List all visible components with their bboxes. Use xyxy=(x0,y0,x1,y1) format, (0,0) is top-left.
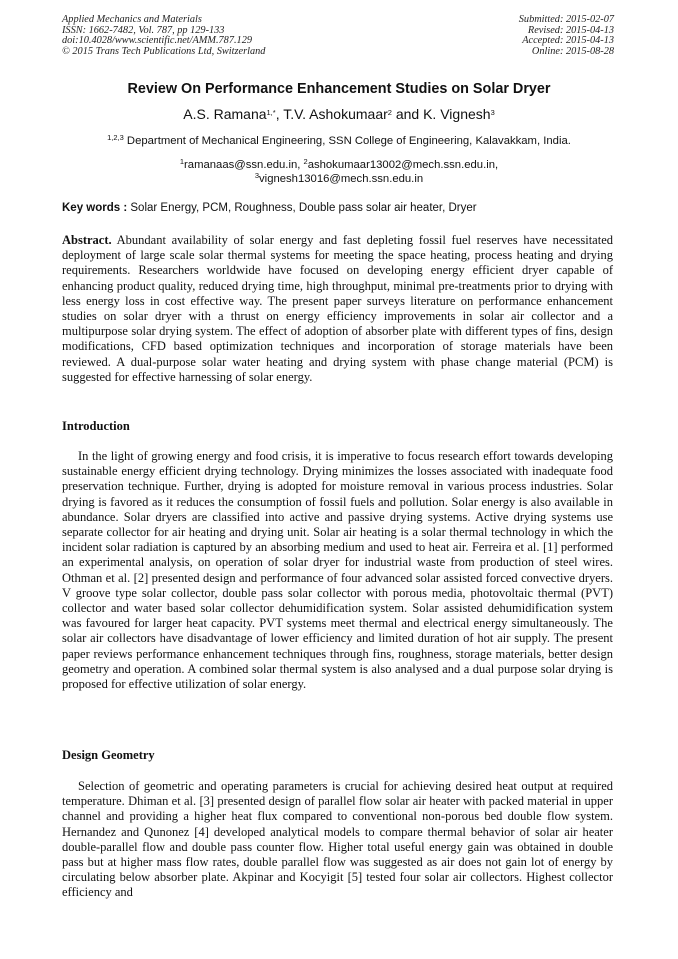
affiliation-text: Department of Mechanical Engineering, SSN College of Engineering, Kalavakkam, India. xyxy=(123,135,571,147)
author-separator: , xyxy=(275,106,284,122)
email-2-mark: 2 xyxy=(303,157,308,166)
affiliation-mark: 1,2,3 xyxy=(107,133,124,142)
design-geometry-heading: Design Geometry xyxy=(62,748,155,762)
email-2: ashokumaar13002@mech.ssn.edu.in, xyxy=(307,159,499,171)
email-3-mark: 3 xyxy=(254,171,260,180)
accepted-date: Accepted: 2015-04-13 xyxy=(522,35,614,47)
journal-header-right xyxy=(519,15,614,57)
author-2-affiliation-mark: 2 xyxy=(387,108,392,117)
author-3-affiliation-mark: 3 xyxy=(490,108,495,117)
introduction-paragraph: In the light of growing energy and food crisis, it is imperative to focus research effort towards developing sustainable energy efficient drying technology. Drying minimizes the losses associated with inadequate food preservation technique. Further, drying is adopted for moisture removal in various process industries. Solar drying is favored as it reduces the consumption of fossil fuels and pollution. Solar energy is also available in abundance. Solar dryers are classified into active and passive drying systems. Active drying systems use separate collector for air heating and drying unit. Solar air heating is a solar thermal technology in which the incident solar radiation is captured by an absorbing medium and used to heat air. Ferreira et al. [1] performed an experimental analysis, on operation of solar dryer for industrial waste from production of steel wires. Othman et al. [2] presented design and performance of four advanced solar assisted forced convective dryers. V groove type solar collector, double pass solar collector with porous media, photovoltaic thermal (PVT) collector and water based solar collector dehumidification system. Solar assisted dehumidification system was favoured for larger heat capacity. PVT systems meet thermal and electrical energy simultaneously. The solar air collectors have disadvantage of lower efficiency and limited duration of hot air supply. The present paper reviews performance enhancement techniques through fins, roughness, storage materials, better design geometry and operation. A combined solar thermal system is also analysed and a dual purpose solar drying is proposed for effective utilization of solar energy. xyxy=(62,449,613,692)
journal-name: Applied Mechanics and Materials xyxy=(62,14,202,25)
revised-date: Revised: 2015-04-13 xyxy=(527,24,614,36)
keywords-text: Solar Energy, PCM, Roughness, Double pass solar air heater, Dryer xyxy=(130,202,477,214)
author-1-affiliation-mark: 1,* xyxy=(266,108,276,117)
email-1-mark: 1 xyxy=(179,157,185,166)
author-list xyxy=(0,106,678,122)
author-3: K. Vignesh xyxy=(423,106,491,122)
paper-title: Review On Performance Enhancement Studies on Solar Dryer xyxy=(127,81,551,97)
abstract-text: Abundant availability of solar energy and fast depleting fossil fuel reserves have necessitated deployment of large scale solar thermal systems for meeting the space heating, process heating and drying requirements. Researchers worldwide have focused on developing energy efficient dryer capable of enhancing product quality, reduced drying time, high throughput, minimal pre-treatments prior to drying with less energy loss in cost effective way. The present paper surveys literature on performance enhancement studies on solar dryer with a thrust on energy efficiency improvements in solar air collector and a multipurpose solar drying system. The effect of adoption of absorber plate with different types of fins, design modifications, CFD based optimization techniques and incorporation of storage materials have been reviewed. A dual-purpose solar water heating and drying system with phase change material (PCM) is suggested for effective harnessing of solar energy. xyxy=(62,233,613,384)
keywords xyxy=(62,202,618,214)
copyright-line: © 2015 Trans Tech Publications Ltd, Switzerland xyxy=(62,45,266,57)
keywords-label: Key words : xyxy=(62,202,131,214)
author-1: A.S. Ramana xyxy=(183,106,267,122)
design-geometry-paragraph: Selection of geometric and operating parameters is crucial for achieving desired heat output at required temperature. Dhiman et al. [3] presented design of parallel flow solar air heater with packed material in upper channel and providing a higher heat flux compared to conventional non-porous bed double flow system. Hernandez and Qunonez [4] developed analytical models to compare thermal behavior of solar air heater double-parallel flow and double pass counter flow. Higher total useful energy gain was obtained in double pass but at higher mass flow rates, double parallel flow was suggested as air does not gain lot of energy by circulating below absorber plate. Akpinar and Kocyigit [5] tested four solar air collectors. Highest collector efficiency and xyxy=(62,779,613,900)
affiliation xyxy=(0,135,678,147)
email-3: vignesh13016@mech.ssn.edu.in xyxy=(259,173,424,185)
author-2: T.V. Ashokumaar xyxy=(283,106,388,122)
online-date: Online: 2015-08-28 xyxy=(531,45,614,57)
journal-header-left xyxy=(62,15,265,57)
introduction-heading: Introduction xyxy=(62,419,130,433)
author-separator: and xyxy=(391,106,424,122)
email-1: ramanaas@ssn.edu.in, xyxy=(184,159,304,171)
abstract-paragraph xyxy=(62,233,613,385)
submitted-date: Submitted: 2015-02-07 xyxy=(518,14,614,25)
abstract-label: Abstract. xyxy=(62,233,112,247)
author-emails xyxy=(0,158,678,186)
doi-line: doi:10.4028/www.scientific.net/AMM.787.129 xyxy=(62,35,252,47)
issn-line: ISSN: 1662-7482, Vol. 787, pp 129-133 xyxy=(62,24,225,36)
